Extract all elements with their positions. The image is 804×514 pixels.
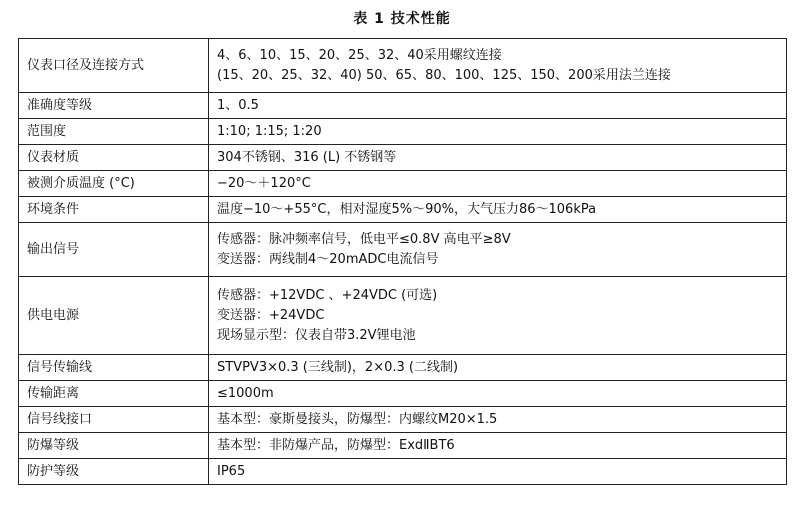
row-label: 环境条件 [19,197,209,223]
value-line: 传感器：脉冲频率信号，低电平≤0.8V 高电平≥8V [217,231,511,247]
value-line: 现场显示型：仪表自带3.2V锂电池 [217,327,416,343]
row-value [209,355,787,381]
row-value [209,93,787,119]
table-row [19,197,787,223]
table-row [19,119,787,145]
value-line: IP65 [217,463,246,479]
table-row [19,39,787,93]
table-row [19,171,787,197]
value-line: ≤1000m [217,385,274,401]
row-label: 供电电源 [19,277,209,355]
table-row [19,223,787,277]
table-title: 表 1 技术性能 [353,11,451,27]
value-line: 变送器：两线制4～20mADC电流信号 [217,251,439,267]
value-line: 基本型：非防爆产品，防爆型：ExdⅡBT6 [217,437,455,453]
value-line: STVPV3×0.3 (三线制)，2×0.3 (二线制) [217,359,459,375]
row-label: 防护等级 [19,459,209,485]
row-value [209,459,787,485]
value-line: 变送器：+24VDC [217,307,325,323]
value-line: 温度−10～+55°C，相对湿度5%～90%，大气压力86～106kPa [217,201,597,217]
row-label: 传输距离 [19,381,209,407]
table-row [19,407,787,433]
value-line: 1、0.5 [217,97,259,113]
row-value [209,433,787,459]
row-value [209,119,787,145]
row-value [209,171,787,197]
value-line: 4、6、10、15、20、25、32、40采用螺纹连接 [217,47,502,63]
row-label: 被测介质温度 (°C) [19,171,209,197]
table-row [19,277,787,355]
row-label: 范围度 [19,119,209,145]
row-label: 仪表口径及连接方式 [19,39,209,93]
row-label: 准确度等级 [19,93,209,119]
row-label: 信号线接口 [19,407,209,433]
table-row [19,381,787,407]
row-value [209,39,787,93]
row-label: 信号传输线 [19,355,209,381]
row-value [209,145,787,171]
row-label: 防爆等级 [19,433,209,459]
table-row [19,355,787,381]
value-line: −20～＋120°C [217,175,311,191]
row-label: 仪表材质 [19,145,209,171]
value-line: 传感器：+12VDC 、+24VDC (可选) [217,287,438,303]
table-row [19,93,787,119]
value-line: 1:10; 1:15; 1:20 [217,123,322,139]
row-label: 输出信号 [19,223,209,277]
value-line: (15、20、25、32、40) 50、65、80、100、125、150、200采用法兰连接 [217,67,671,83]
value-line: 基本型：豪斯曼接头，防爆型：内螺纹M20×1.5 [217,411,498,427]
table-row [19,433,787,459]
value-line: 304不锈钢、316 (L) 不锈钢等 [217,149,397,165]
row-value [209,277,787,355]
row-value [209,197,787,223]
spec-table [18,38,787,485]
table-row [19,459,787,485]
row-value [209,223,787,277]
row-value [209,381,787,407]
row-value [209,407,787,433]
table-row [19,145,787,171]
